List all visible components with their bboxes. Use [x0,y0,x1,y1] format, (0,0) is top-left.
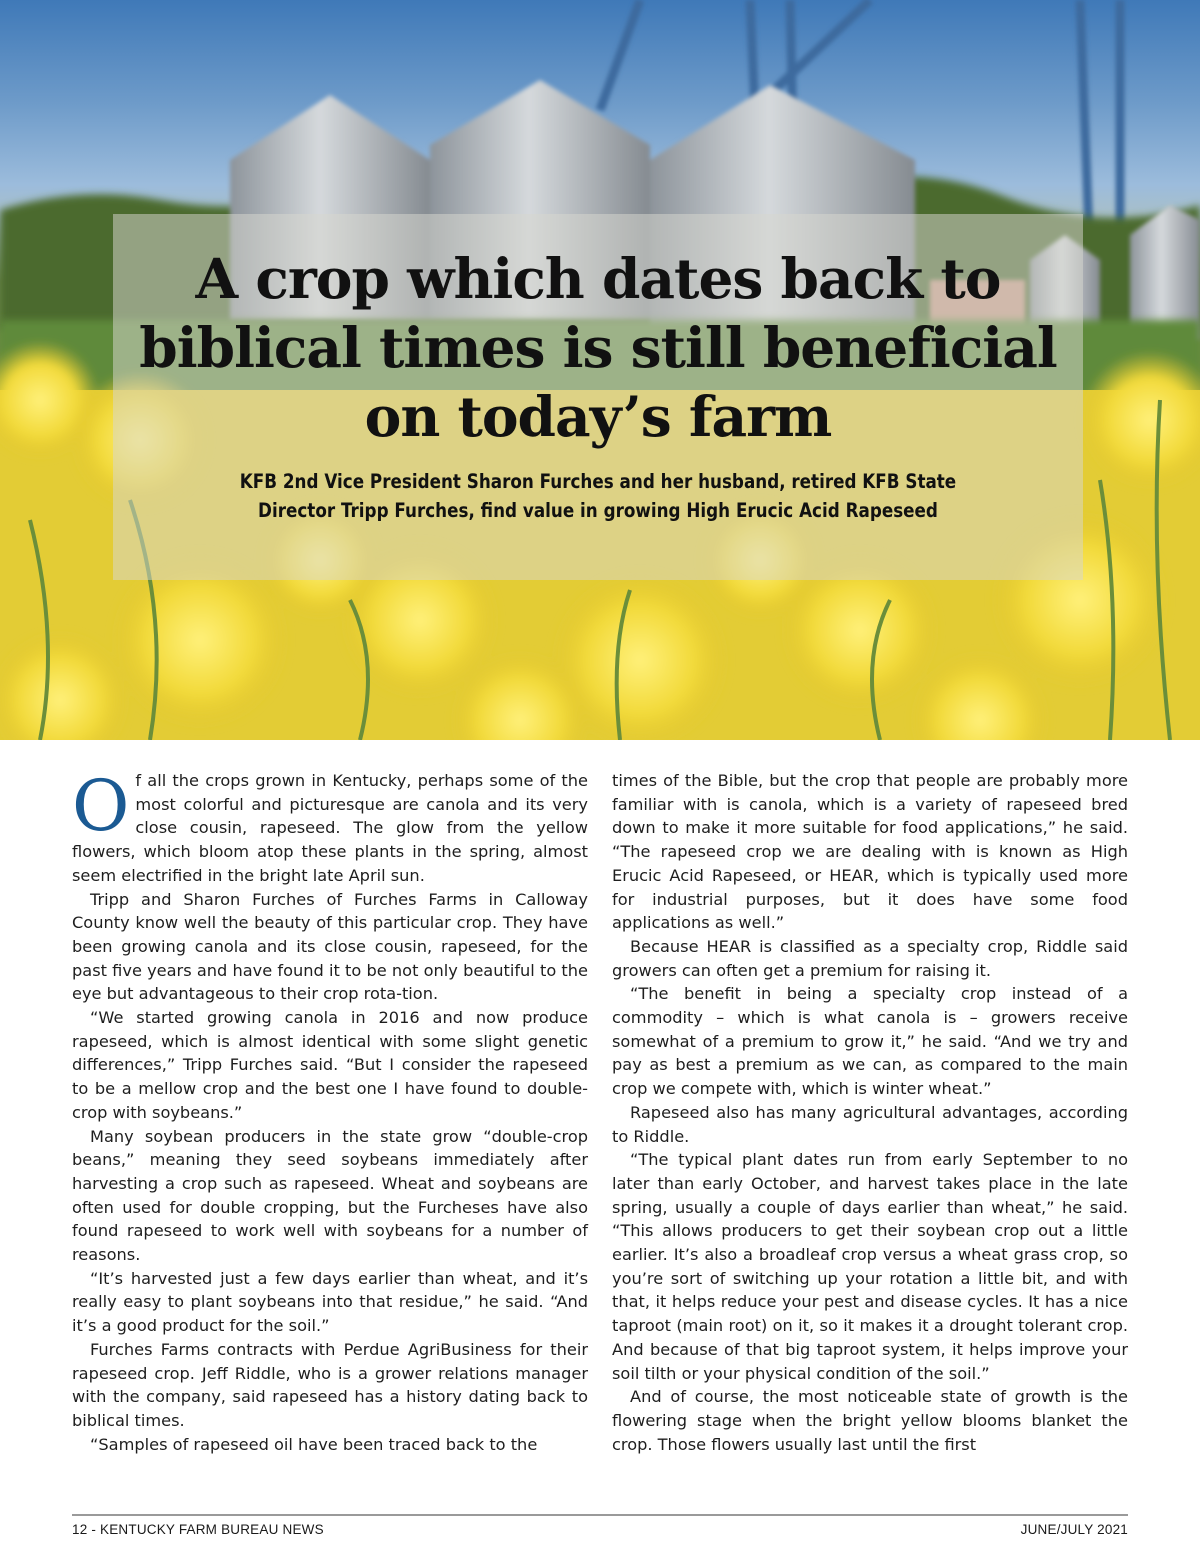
footer-publication: 12 - KENTUCKY FARM BUREAU NEWS [72,1522,324,1537]
title-panel [113,214,1083,580]
paragraph-7: “Samples of rapeseed oil have been traced back to the [90,1434,538,1454]
footer-issue-date: JUNE/JULY 2021 [1020,1522,1128,1537]
paragraph-10: “The benefit in being a specialty crop instead of a commodity – which is what canola is – growers receive somewhat of a premium to grow it,” he said. “And we try and pay as best a premium as we can, as compared to the main crop we compete with, which is winter wheat.” [612,984,1128,1099]
article-column-left [72,765,588,1456]
paragraph-5: “It’s harvested just a few days earlier than wheat, and it’s really easy to plant soybeans into that residue,” he said. “And it’s a good product for the soil.” [72,1268,588,1336]
article-title: A crop which dates back to biblical times is still beneficial on today’s farm [139,246,1057,449]
drop-cap: O [72,765,130,847]
paragraph-11: Rapeseed also has many agricultural advantages, according to Riddle. [612,1102,1128,1146]
article-column-right [612,769,1128,1456]
paragraph-6: Furches Farms contracts with Perdue AgriBusiness for their rapeseed crop. Jeff Riddle, who is a grower relations manager with the company, said rapeseed has a history dating back to biblical times. [72,1339,588,1430]
paragraph-8: times of the Bible, but the crop that people are probably more familiar with is canola, which is a variety of rapeseed bred down to make it more suitable for food applications,” he said. “The rapeseed crop we are dealing with is known as High Erucic Acid Rapeseed, or HEAR, which is typically used more for industrial purposes, but it does have some food applications as well.” [612,771,1128,933]
paragraph-4: Many soybean producers in the state grow “double-crop beans,” meaning they seed soybeans immediately after harvesting a crop such as rapeseed. Wheat and soybeans are often used for double cropping, but the Furcheses have also found rapeseed to work well with soybeans for a number of reasons. [72,1126,588,1265]
paragraph-12: “The typical plant dates run from early September to no later than early October, and harvest takes place in the late spring, usually a couple of days earlier than wheat,” he said. “This allows producers to get their soybean crop out a little earlier. It’s also a broadleaf crop versus a wheat grass crop, so you’re sort of switching up your rotation a little bit, and with that, it helps reduce your pest and disease cycles. It has a nice taproot (main root) on it, so it makes it a drought tolerant crop. And because of that big taproot system, it helps improve your soil tilth or your physical condition of the soil.” [612,1150,1128,1383]
paragraph-13: And of course, the most noticeable state of growth is the flowering stage when the bright yellow blooms blanket the crop. Those flowers usually last until the first [612,1387,1128,1454]
paragraph-3: “We started growing canola in 2016 and now produce rapeseed, which is almost identical with some slight genetic differences,” Tripp Furches said. “But I consider the rapeseed to be a mellow crop and the best one I have found to double-crop with soybeans.” [72,1008,588,1122]
footer-divider [72,1514,1128,1516]
article-subtitle: KFB 2nd Vice President Sharon Furches and her husband, retired KFB State Director Tripp Furches, find value in growing High Erucic Acid Rapeseed [239,470,957,522]
paragraph-1: Of all the crops grown in Kentucky, perhaps some of the most colorful and picturesque are canola and its very close cousin, rapeseed. The glow from the yellow flowers, which bloom atop these plants in the spring, almost seem electrified in the bright late April sun. [72,765,588,885]
paragraph-9: Because HEAR is classified as a specialty crop, Riddle said growers can often get a premium for raising it. [612,936,1128,980]
paragraph-2: Tripp and Sharon Furches of Furches Farms in Calloway County know well the beauty of this particular crop. They have been growing canola and its close cousin, rapeseed, for the past five years and have found it to be not only beautiful to the eye but advantageous to their crop rota-tion. [72,889,588,1004]
